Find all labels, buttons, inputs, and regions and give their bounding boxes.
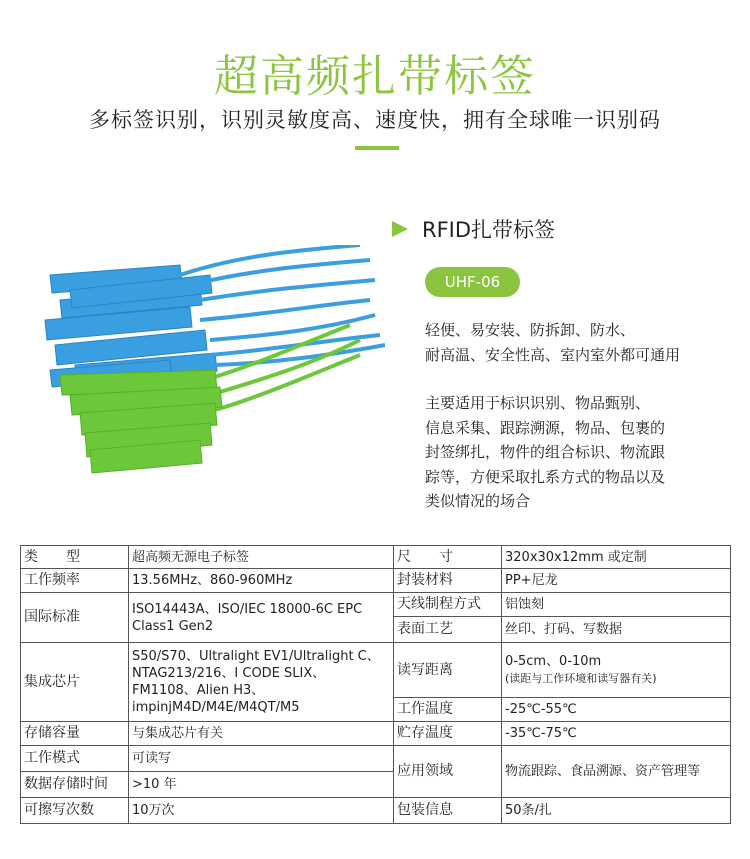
spec-label: 数据存储时间 (21, 772, 129, 798)
spec-label: 存储容量 (21, 722, 129, 746)
section-head (392, 214, 555, 244)
spec-value: 铝蚀刻 (502, 593, 731, 617)
spec-label: 工作模式 (21, 746, 129, 772)
spec-value: 320x30x12mm 或定制 (502, 546, 731, 569)
distance-value: 0-5cm、0-10m (505, 654, 602, 669)
spec-label: 工作温度 (394, 698, 502, 722)
spec-value: ISO14443A、ISO/IEC 18000-6C EPC Class1 Gen2 (129, 593, 394, 643)
spec-label: 集成芯片 (21, 643, 129, 722)
spec-value: 物流跟踪、食品溯源、资产管理等 (502, 746, 731, 798)
table-row (21, 722, 731, 746)
spec-value: >10 年 (129, 772, 394, 798)
feature-line: 轻便、易安装、防拆卸、防水、 (425, 321, 636, 339)
product-image (30, 245, 390, 485)
page-title: 超高频扎带标签 (214, 51, 536, 102)
spec-label: 工作频率 (21, 569, 129, 593)
table-row (21, 643, 731, 698)
spec-label: 天线制程方式 (394, 593, 502, 617)
spec-label: 应用领域 (394, 746, 502, 798)
usage-line: 类似情况的场合 (425, 492, 531, 510)
spec-value: 10万次 (129, 798, 394, 824)
section-title: RFID扎带标签 (422, 218, 556, 242)
feature-line: 耐高温、安全性高、室内室外都可通用 (425, 345, 681, 364)
spec-value: -25℃-55℃ (502, 698, 731, 722)
spec-value: 13.56MHz、860-960MHz (129, 569, 394, 593)
spec-value (502, 643, 731, 698)
model-badge: UHF-06 (425, 267, 520, 297)
spec-label: 国际标准 (21, 593, 129, 643)
table-row (21, 593, 731, 617)
spec-label: 封装材料 (394, 569, 502, 593)
spec-label: 尺 寸 (394, 546, 502, 569)
page-subtitle: 多标签识别，识别灵敏度高、速度快，拥有全球唯一识别码 (89, 108, 661, 132)
table-row (21, 746, 731, 772)
spec-label: 读写距离 (394, 643, 502, 698)
usage-line: 封签绑扎，物件的组合标识、物流跟 (425, 443, 666, 461)
spec-value: S50/S70、Ultralight EV1/Ultralight C、NTAG213/216、I CODE SLIX、FM1108、Alien H3、impinjM4D/M4E/M4QT/M5 (129, 643, 394, 722)
spec-table (20, 545, 731, 824)
usage-text (425, 391, 725, 514)
spec-label: 可擦写次数 (21, 798, 129, 824)
title-underline (355, 146, 399, 150)
table-row (21, 546, 731, 569)
usage-line: 踪等，方便采取扎系方式的物品以及 (425, 467, 666, 486)
spec-label: 贮存温度 (394, 722, 502, 746)
spec-label: 类 型 (21, 546, 129, 569)
spec-value: 可读写 (129, 746, 394, 772)
table-row (21, 569, 731, 593)
spec-value: 丝印、打码、写数据 (502, 617, 731, 643)
arrow-right-icon (392, 221, 408, 237)
spec-value: PP+尼龙 (502, 569, 731, 593)
spec-value: -35℃-75℃ (502, 722, 731, 746)
spec-value: 50条/扎 (502, 798, 731, 824)
spec-value: 超高频无源电子标签 (129, 546, 394, 569)
distance-note: (读距与工作环境和读写器有关) (505, 672, 657, 685)
spec-label: 表面工艺 (394, 617, 502, 643)
spec-value: 与集成芯片有关 (129, 722, 394, 746)
usage-line: 主要适用于标识识别、物品甄别、 (425, 394, 651, 412)
table-row (21, 798, 731, 824)
usage-line: 信息采集、跟踪溯源，物品、包裹的 (425, 418, 666, 437)
spec-label: 包装信息 (394, 798, 502, 824)
feature-text (425, 318, 745, 367)
